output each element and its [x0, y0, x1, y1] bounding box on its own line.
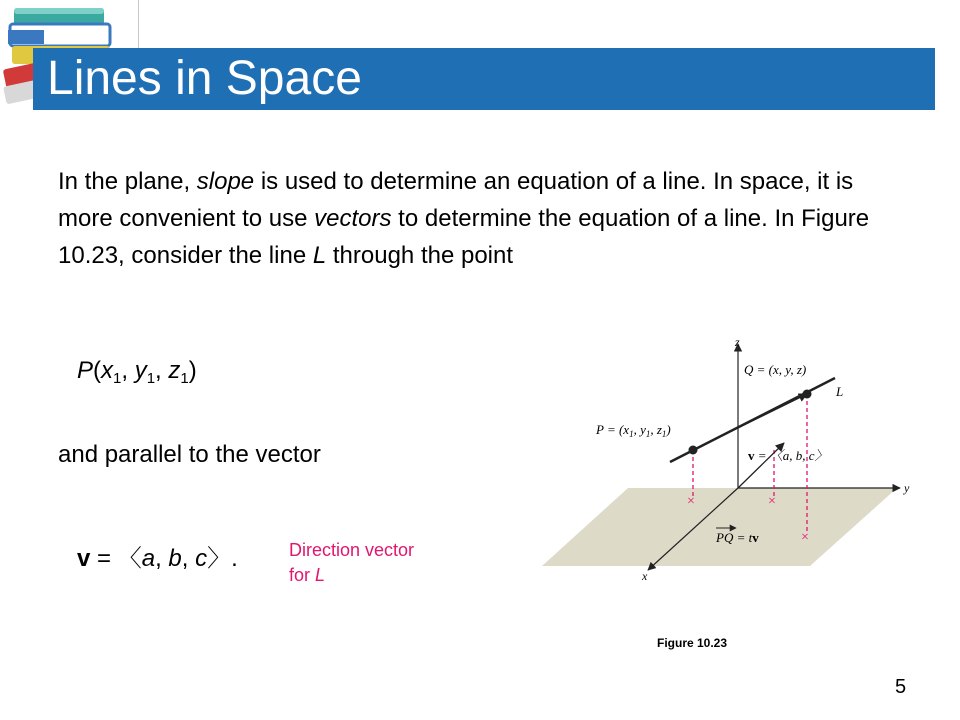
title-bar — [33, 48, 935, 110]
z-label: z — [735, 335, 740, 349]
direction-vector-note: Direction vector for L — [289, 540, 415, 585]
L-label: L — [836, 384, 844, 399]
xy-plane — [542, 488, 897, 566]
v-label: v = 〈a, b, c〉 — [748, 448, 828, 463]
intro-vectors: vectors — [314, 205, 392, 232]
page-title: Lines in Space — [47, 52, 362, 105]
intro-text: In the plane, — [58, 168, 197, 195]
page-number: 5 — [895, 676, 907, 698]
parallel-text: and parallel to the vector — [58, 441, 321, 468]
point-P: $P(x_1$, $y_1$, $z_1$) — [77, 357, 197, 387]
figure-diagram — [530, 330, 930, 590]
divider — [138, 0, 139, 48]
intro-text: is used to determine an equation of a line. In space, it is more convenient to use — [58, 168, 854, 232]
svg-text:×: × — [687, 494, 695, 509]
point-P-dot — [689, 446, 698, 455]
vector-PQ-arrow — [693, 394, 807, 450]
svg-text:×: × — [768, 494, 776, 509]
intro-L: L — [312, 242, 327, 269]
point-Q-dot — [803, 390, 812, 399]
x-label: x — [642, 569, 648, 583]
Q-label: Q = (x, y, z) — [744, 362, 807, 377]
y-label: y — [904, 481, 910, 495]
vector-v: v = 〈a, b, c〉. — [77, 545, 238, 572]
intro-text: through the point — [326, 242, 514, 269]
figure-caption: Figure 10.23 — [657, 636, 728, 650]
intro-paragraph — [58, 163, 898, 274]
svg-text:×: × — [801, 530, 809, 545]
PQ-label: PQ = tv — [716, 530, 759, 545]
intro-slope: slope — [196, 168, 255, 195]
intro-text: to determine the equation of a line. In Figure 10.23, consider the line — [58, 205, 870, 269]
P-label: $P = (x_1$, $y_1$, $z_1$) — [596, 422, 671, 439]
